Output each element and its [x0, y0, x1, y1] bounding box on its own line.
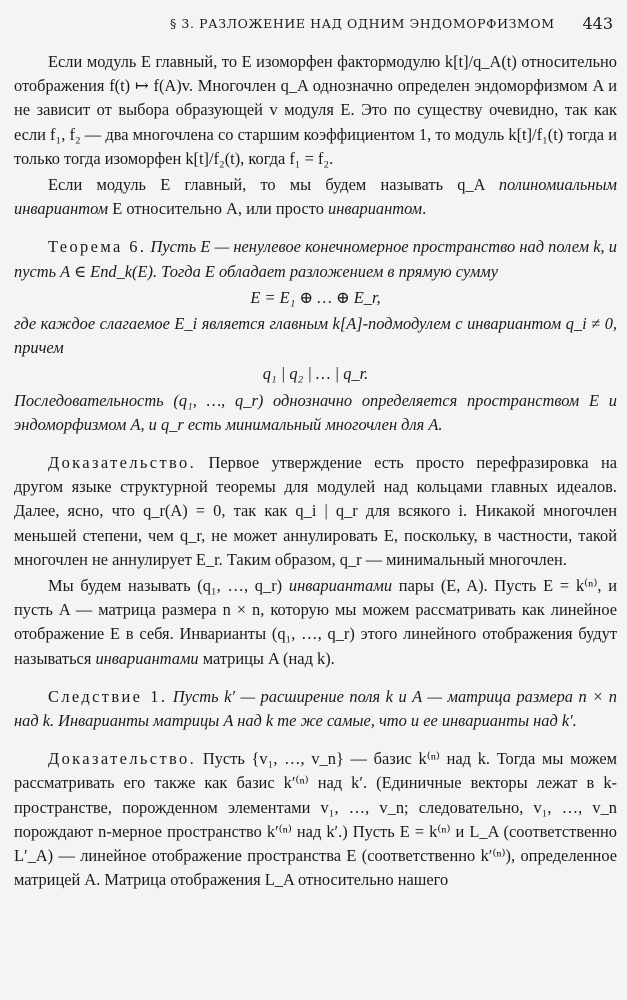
- emphasis-polynomial-invariant: полиномиальным инвариантом: [14, 175, 617, 219]
- page-number: 443: [582, 14, 613, 33]
- paragraph-invariant-definition: [14, 173, 617, 221]
- theorem-text: Пусть E — ненулевое конечномерное пространство над полем k, и пусть A ∈ End_k(E). Тогда E обладает разложением в прямую сумму: [14, 237, 617, 281]
- emphasis-invariants: инвариантами: [288, 576, 393, 596]
- text-run: .: [422, 199, 427, 219]
- proof-text: Первое утверждение есть просто перефразировка на другом языке структурной теоремы для модулей над кольцами главных идеалов. Далее, ясно, что q_r(A) = 0, так как q_i | q_r для всякого i. Никакой многочлен меньшей степени, чем q_r, не может аннулировать E, поскольку, в частности, такой многочлен не аннулирует E_r. Таким образом, q_r — минимальный многочлен.: [14, 453, 617, 569]
- paragraph-principal-module: Если модуль E главный, то E изоморфен фактормодулю k[t]/q_A(t) относительно отображения f(t) ↦ f(A)v. Многочлен q_A однозначно определен эндоморфизмом A и не зависит от выбора образующей v модуля E. Это по существу очевидно, так как если f₁, f₂ — два многочлена со старшим коэффициентом 1, то модуль k[t]/f₁(t) тогда и только тогда изоморфен k[t]/f₂(t), когда f₁ = f₂.: [14, 52, 617, 168]
- text-run: пары (E, A). Пусть E = k⁽ⁿ⁾, и пусть A — матрица размера n × n, которую мы можем рассматривать как линейное отображение E в себя. Инварианты (q₁, …, q_r) этого линейного отображения будут называться: [14, 576, 617, 668]
- theorem-label: Теорема 6.: [48, 237, 147, 257]
- formula-divisibility: q₁ | q₂ | … | q_r.: [262, 364, 369, 384]
- emphasis-invariants: инвариантами: [95, 648, 199, 668]
- proof-theorem-6: [14, 451, 617, 572]
- proof-label: Доказательство.: [48, 453, 197, 473]
- corollary-text: Пусть k′ — расширение поля k и A — матрица размера n × n над k. Инварианты матрицы A над k те же самые, что и ее инварианты над k′.: [14, 686, 617, 731]
- emphasis-invariant: инвариантом: [328, 199, 423, 219]
- text-run: матрицы A (над k).: [198, 648, 335, 668]
- text-run: Если модуль E главный, то мы будем называть q_A: [48, 175, 499, 195]
- theorem-6: [14, 235, 617, 437]
- corollary-1: [14, 685, 617, 733]
- proof-label: Доказательство.: [48, 749, 197, 769]
- page-header: [0, 12, 627, 38]
- proof-corollary-1: [14, 747, 617, 892]
- formula-direct-sum: E = E₁ ⊕ … ⊕ E_r,: [250, 287, 381, 307]
- text-run: Мы будем называть (q₁, …, q_r): [48, 576, 289, 596]
- page-body: [14, 50, 617, 893]
- text-run: E относительно A, или просто: [108, 199, 328, 219]
- theorem-statement: [14, 235, 617, 283]
- proof-text: Пусть {v₁, …, v_n} — базис k⁽ⁿ⁾ над k. Тогда мы можем рассматривать его также как базис k′⁽ⁿ⁾ над k′. (Единичные векторы лежат в k-пространстве, порожденном элементами v₁, …, v_n; следовательно, v₁, …, v_n порождают n-мерное пространство k′⁽ⁿ⁾ над k′.) Пусть E = k⁽ⁿ⁾ и L_A (соответственно L′_A) — линейное отображение пространства E (соответственно k′⁽ⁿ⁾), определенное матрицей A. Матрица отображения L_A относительно нашего: [14, 749, 617, 890]
- theorem-text-conclusion: Последовательность (q₁, …, q_r) однозначно определяется пространством E и эндоморфизмом A, и q_r есть минимальный многочлен для A.: [14, 390, 617, 434]
- paragraph-matrix-invariants: [14, 574, 617, 671]
- running-head: § 3. РАЗЛОЖЕНИЕ НАД ОДНИМ ЭНДОМОРФИЗМОМ: [170, 16, 555, 31]
- theorem-text-continued: где каждое слагаемое E_i является главным k[A]-подмодулем с инвариантом q_i ≠ 0, причем: [14, 314, 617, 358]
- corollary-label: Следствие 1.: [48, 686, 168, 706]
